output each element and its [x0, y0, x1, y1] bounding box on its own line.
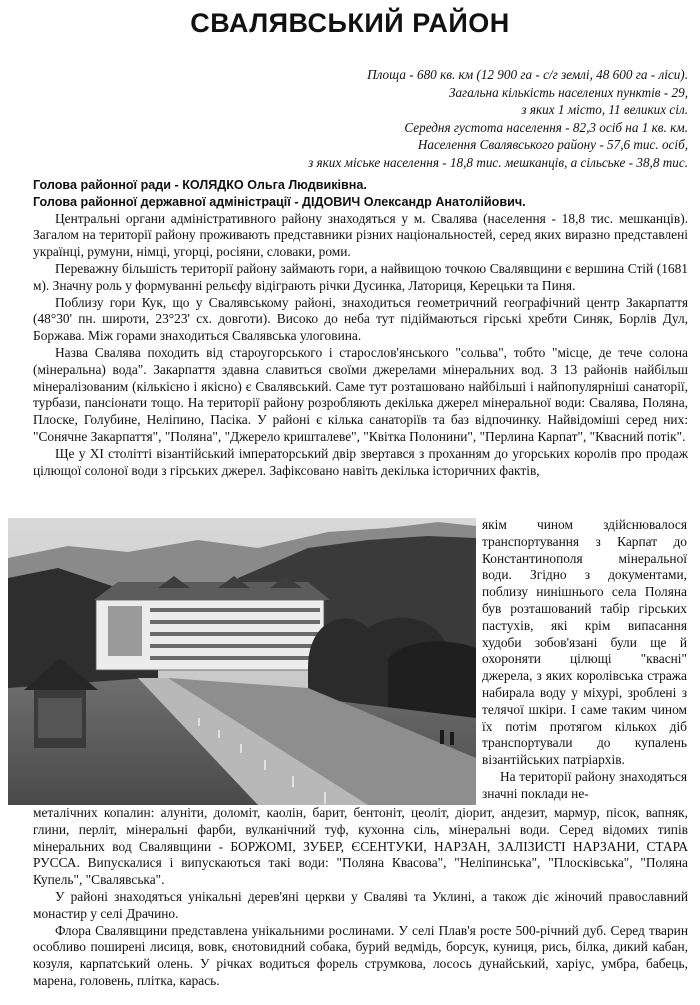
stat-urban-rural: з яких міське населення - 18,8 тис. мешканців, а сільське - 38,8 тис. [308, 154, 688, 170]
paragraph: металічних копалин: алуніти, доломіт, каолін, барит, бентоніт, цеоліт, діорит, андезит, мармур, пісок, вапняк, глини, перліт, мінеральні фарби, вулканічний туф, кухонна сіль, мінеральні води. Серед відомих типів мінеральних вод Свалявщини - БОРЖОМІ, ЗУБЕР, ЄСЕНТУКИ, НАРЗАН, ЗАЛІЗИСТІ НАРЗАНИ, СТАРА РУССА. Випускалися і випускаються такі води: "Поляна Квасова", "Неліпинська", "Плосківська", "Поляна Купель", "Свалявська". [33, 805, 688, 888]
paragraph: Ще у XI столітті візантійський імператорський двір звертався з проханням до угорських королів про продаж цілющої солоної води з гірських джерел. Зафіксовано навіть декілька історичних фактів, [33, 445, 688, 478]
page-title: СВАЛЯВСЬКИЙ РАЙОН [190, 8, 510, 38]
stat-area: Площа - 680 кв. км (12 900 га - с/г землі, 48 600 га - ліси). [367, 67, 688, 82]
paragraph: На території району знаходяться значні поклади не- [482, 768, 687, 801]
paragraph: У районі знаходяться унікальні дерев'яні церкви у Сваляві та Уклині, а також діє жіночий православний монастир у селі Драчино. [33, 888, 688, 921]
paragraph: Назва Свалява походить від староугорського і старослов'янського "сольва", тобто "місце, де тече солона (мінеральна) вода". Закарпаття здавна славиться своїми джерелами мінеральних вод. З 13 районів найбільш мінералізованим (кількісно і якісно) є Свалявський. Саме тут розташовано найбільші і найпопулярніші санаторії, турбази, пансіонати тощо. На території району розробляють декілька джерел мінеральної води: Свалява, Поляна, Плоске, Голубине, Неліпино, Пасіка. У районі є кілька санаторіїв та баз відпочинку. Найвідоміші серед них: "Сонячне Закарпаття", "Поляна", "Джерело кришталеве", "Квітка Полонини", "Перлина Карпат", "Квасний потік". [33, 344, 688, 444]
paragraph: якім чином здійснювалося транспортування з Карпат до Константинополя мінеральної води. Згідно з документами, поблизу нинішнього села Поляна був розташований табір гірських пастухів, які крім випасання худоби зобов'язані були ще й охороняти цілющі "квасні" джерела, з яких королівська стража набирала воду у міхурі, зроблені з телячої шкіри. І саме таким чином їх потім протягом кількох діб транспортували до купалень візантійських патріархів. [482, 517, 687, 768]
administration-head: Голова районної державної адміністрації - ДІДОВИЧ Олександр Анатолійович. [33, 194, 526, 209]
paragraph: Флора Свалявщини представлена унікальними рослинами. У селі Плав'я росте 500-річний дуб. Серед тварин особливо поширені лисиця, вовк, єнотовидний собака, бурий ведмідь, борсук, куниця, рись, білка, дикий кабан, козуля, карпатський олень. У річках водиться форель струмкова, лосось дунайський, харіус, умбра, бабець, марена, головень, плітка, карась. [33, 922, 688, 988]
paragraph: Центральні органи адміністративного району знаходяться у м. Свалява (населення - 18,8 тис. мешканців). Загалом на території району проживають представники різних національностей, серед яких виразно представлені українці, румуни, німці, угорці, росіяни, словаки, роми. [33, 210, 688, 260]
sanatorium-photo [8, 518, 476, 805]
stat-settlements: Загальна кількість населених пунктів - 29, [448, 84, 688, 100]
district-stats [88, 66, 688, 171]
bottom-text [33, 805, 688, 990]
paragraph: Поблизу гори Кук, що у Свалявському районі, знаходиться геометричний географічний центр Закарпаття (48°30' пн. широти, 23°23' сх. довготи). Високо до неба тут підіймаються гірські хребти Синяк, Борлів Дул, Боржава. Між горами знаходиться Свалявська улоговина. [33, 294, 688, 344]
wrapped-text-column [482, 517, 687, 803]
council-head: Голова районної ради - КОЛЯДКО Ольга Людвиківна. [33, 178, 367, 192]
stat-towns: з яких 1 місто, 11 великих сіл. [521, 102, 688, 117]
main-text [33, 177, 688, 479]
paragraph: Переважну більшість території району займають гори, а найвищою точкою Свалявщини є вершина Стій (1681 м). Значну роль у формуванні рельєфу відіграють річки Дусинка, Латориця, Керецьки та Пиня. [33, 260, 688, 293]
stat-population: Населення Свалявського району - 57,6 тис. осіб, [417, 137, 688, 152]
stat-density: Середня густота населення - 82,3 осіб на 1 кв. км. [404, 119, 688, 135]
